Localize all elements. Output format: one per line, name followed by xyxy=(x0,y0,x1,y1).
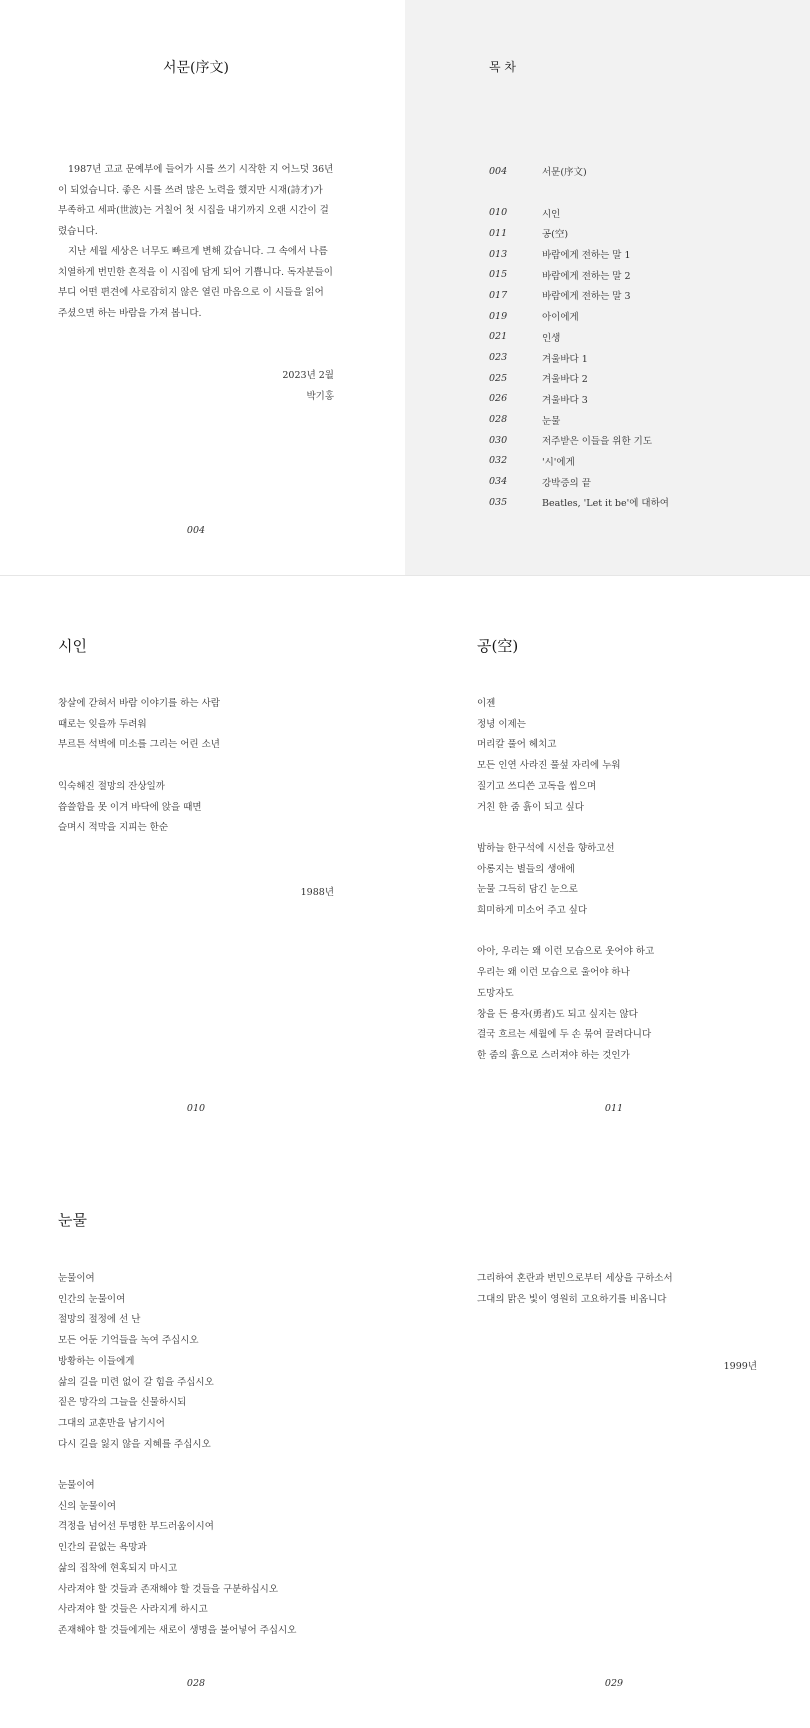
poem-year: 1999년 xyxy=(723,1361,757,1372)
stanza-gap xyxy=(58,1455,296,1476)
stanza-gap xyxy=(58,756,220,777)
page-number: 004 xyxy=(186,525,206,536)
page-poem-nunmul-cont xyxy=(405,1152,810,1728)
toc-page-number: 034 xyxy=(489,476,508,488)
poem-line: 밤하늘 한구석에 시선을 향하고선 xyxy=(477,842,615,854)
preface-paragraph: 지난 세월 세상은 너무도 빠르게 변해 갔습니다. 그 속에서 나름 치열하게 번민한 흔적을 이 시집에 담게 되어 기쁩니다. 독자분들이 부디 어떤 편견에 사로잡히지 않은 열린 마음으로 이 시들을 읽어 주셨으면 하는 바람을 가져 봅니다. xyxy=(58,246,333,319)
toc-entry[interactable] xyxy=(489,285,669,306)
poem-line: 삶의 집착에 현혹되지 마시고 xyxy=(58,1562,178,1574)
poem-line: 아롱지는 별들의 생애에 xyxy=(477,863,575,875)
poem-line: 결국 흐르는 세월에 두 손 묶여 끌려다니다 xyxy=(477,1029,652,1041)
poem-line: 인간의 눈물이여 xyxy=(58,1293,126,1305)
toc-page-number: 015 xyxy=(489,269,508,281)
poem-line: 창을 든 용자(勇者)도 되고 싶지는 않다 xyxy=(477,1008,638,1020)
poem-title: 공(空) xyxy=(477,637,519,655)
poem-line: 사라져야 할 것들과 존재해야 할 것들을 구분하십시오 xyxy=(58,1583,279,1595)
poem-title: 눈물 xyxy=(58,1211,87,1229)
toc-entry-title: 눈물 xyxy=(542,415,561,427)
toc-page-number: 023 xyxy=(489,352,508,364)
stanza-gap xyxy=(477,818,654,839)
poem-body xyxy=(58,1269,296,1642)
poem-title: 시인 xyxy=(58,637,87,655)
toc-entry-title: 바람에게 전하는 말 1 xyxy=(542,250,631,262)
page-poem-gong xyxy=(405,576,810,1152)
poem-line: 창살에 갇혀서 바람 이야기를 하는 사람 xyxy=(58,698,220,709)
toc-entry-title: 겨울바다 1 xyxy=(542,353,588,365)
poem-line: 다시 길을 잃지 않을 지혜를 주십시오 xyxy=(58,1438,211,1450)
poem-line: 신의 눈물이여 xyxy=(58,1500,117,1512)
page-poem-si-in xyxy=(0,576,405,1152)
toc-entry[interactable] xyxy=(489,264,669,285)
preface-paragraph: 1987년 고교 문예부에 들어가 시를 쓰기 시작한 지 어느덧 36년이 되었습니다. 좋은 시를 쓰려 많은 노력을 했지만 시재(詩才)가 부족하고 세파(世波)는 거칠어 첫 시집을 내기까지 오랜 시간이 걸렸습니다. xyxy=(58,164,334,237)
poem-body xyxy=(58,694,220,839)
poem-line: 눈물 그득히 담긴 눈으로 xyxy=(477,884,578,896)
toc-page-number: 010 xyxy=(489,207,508,219)
toc-entry-title: 아이에게 xyxy=(542,312,579,324)
poem-line: 정녕 이제는 xyxy=(477,718,526,730)
toc-entry-title: 바람에게 전하는 말 2 xyxy=(542,270,631,282)
page-poem-nunmul xyxy=(0,1152,405,1728)
toc-list xyxy=(489,161,669,513)
poem-line: 짙은 망각의 그늘을 신물하시되 xyxy=(58,1397,187,1409)
poem-line: 눈물이여 xyxy=(58,1480,95,1492)
toc-entry[interactable] xyxy=(489,347,669,368)
toc-entry-title: 바람에게 전하는 말 3 xyxy=(542,291,631,303)
toc-entry-title: Beatles, 'Let it be'에 대하여 xyxy=(542,498,669,510)
poem-line: 모든 어둔 기억들을 녹여 주십시오 xyxy=(58,1335,199,1347)
toc-title: 목 차 xyxy=(489,60,516,74)
poem-line: 도망자도 xyxy=(477,987,514,999)
toc-entry[interactable] xyxy=(489,244,669,265)
stanza-gap xyxy=(477,922,654,943)
page-preface xyxy=(0,0,405,575)
poem-line: 이젠 xyxy=(477,698,496,709)
toc-entry[interactable] xyxy=(489,492,669,513)
poem-year: 1988년 xyxy=(300,887,334,898)
poem-body xyxy=(477,694,654,1067)
poem-line: 그리하여 혼란과 번민으로부터 세상을 구하소서 xyxy=(477,1273,673,1284)
poem-line: 모든 인연 사라진 풀섶 자리에 누워 xyxy=(477,760,621,772)
spread-poems-028-029 xyxy=(0,1152,810,1728)
poem-line: 방황하는 이들에게 xyxy=(58,1355,135,1367)
toc-entry-title: 공(空) xyxy=(542,229,569,241)
spread-poems-010-011 xyxy=(0,576,810,1152)
poem-line: 사라져야 할 것들은 사라지게 하시고 xyxy=(58,1604,208,1616)
toc-page-number: 026 xyxy=(489,393,508,405)
toc-page-number: 017 xyxy=(489,289,508,301)
toc-page-number: 025 xyxy=(489,372,508,384)
poem-line: 격정을 넘어선 투명한 부드러움이시여 xyxy=(58,1521,214,1533)
poem-line: 머리칼 풀어 헤치고 xyxy=(477,739,557,751)
page-number: 029 xyxy=(604,1678,624,1689)
preface-signature xyxy=(282,366,334,407)
page-number: 010 xyxy=(186,1103,206,1114)
toc-page-number: 030 xyxy=(489,434,508,446)
toc-entry[interactable] xyxy=(489,327,669,348)
toc-page-number: 019 xyxy=(489,310,508,322)
toc-entry[interactable] xyxy=(489,389,669,410)
poem-line: 희미하게 미소어 주고 싶다 xyxy=(477,905,588,917)
poem-line: 그대의 맑은 빛이 영원히 고요하기를 비옵니다 xyxy=(477,1293,667,1305)
toc-page-number: 011 xyxy=(489,227,508,239)
poem-line: 씁쓸함을 못 이겨 바닥에 앉을 때면 xyxy=(58,801,202,813)
toc-entry[interactable] xyxy=(489,223,669,244)
page-number: 028 xyxy=(186,1678,206,1689)
preface-title: 서문(序文) xyxy=(163,60,229,76)
poem-line: 한 줌의 흙으로 스러져야 하는 것인가 xyxy=(477,1049,630,1061)
toc-page-number: 021 xyxy=(489,331,508,343)
toc-entry-title: '시'에게 xyxy=(542,456,575,468)
poem-line: 삶의 길을 미련 없이 갈 힘을 주십시오 xyxy=(58,1376,214,1388)
preface-body xyxy=(58,160,334,324)
poem-line: 인간의 끝없는 욕망과 xyxy=(58,1542,147,1554)
toc-entry[interactable] xyxy=(489,306,669,327)
poem-line: 존재해야 할 것들에게는 새로이 생명을 불어넣어 주십시오 xyxy=(58,1624,297,1636)
toc-page-number: 004 xyxy=(489,165,508,177)
poem-line: 절망의 절정에 선 난 xyxy=(58,1314,141,1326)
toc-page-number: 028 xyxy=(489,414,508,426)
toc-entry[interactable] xyxy=(489,368,669,389)
toc-entry-title: 서문(序文) xyxy=(542,167,587,179)
toc-entry-title: 저주받은 이들을 위한 기도 xyxy=(542,436,653,448)
poem-body xyxy=(477,1269,673,1310)
toc-entry[interactable] xyxy=(489,471,669,492)
poem-line: 우리는 왜 이런 모습으로 울어야 하나 xyxy=(477,967,630,979)
toc-page-number: 035 xyxy=(489,496,508,508)
poem-line: 눈물이여 xyxy=(58,1273,95,1284)
spread-preface-toc xyxy=(0,0,810,575)
toc-entry[interactable] xyxy=(489,451,669,472)
poem-line: 그대의 교훈만을 남기시어 xyxy=(58,1417,165,1429)
toc-entry[interactable] xyxy=(489,430,669,451)
toc-entry-title: 인생 xyxy=(542,332,561,344)
toc-entry-title: 시인 xyxy=(542,208,561,220)
toc-entry-title: 겨울바다 3 xyxy=(542,394,588,406)
toc-entry[interactable] xyxy=(489,409,669,430)
preface-author: 박기홍 xyxy=(306,390,334,402)
toc-entry[interactable] xyxy=(489,202,669,223)
toc-entry[interactable] xyxy=(489,161,669,182)
poem-line: 질기고 쓰디쓴 고독을 씹으며 xyxy=(477,780,597,792)
poem-line: 부르튼 석벽에 미소를 그리는 어린 소년 xyxy=(58,739,220,751)
poem-line: 거친 한 줌 흙이 되고 싶다 xyxy=(477,801,584,813)
poem-line: 익숙해진 절망의 잔상일까 xyxy=(58,780,165,792)
toc-entry-title: 강박증의 끝 xyxy=(542,477,591,489)
poem-line: 아아, 우리는 왜 이런 모습으로 웃어야 하고 xyxy=(477,946,655,958)
preface-date: 2023년 2월 xyxy=(282,370,334,381)
toc-page-number: 013 xyxy=(489,248,508,260)
toc-page-number: 032 xyxy=(489,455,508,467)
toc-entry-title: 겨울바다 2 xyxy=(542,374,588,386)
poem-line: 슬며시 적막을 지피는 한순 xyxy=(58,822,169,834)
page-toc xyxy=(405,0,810,575)
poem-line: 때로는 잊을까 두려워 xyxy=(58,718,147,730)
page-number: 011 xyxy=(604,1103,624,1114)
